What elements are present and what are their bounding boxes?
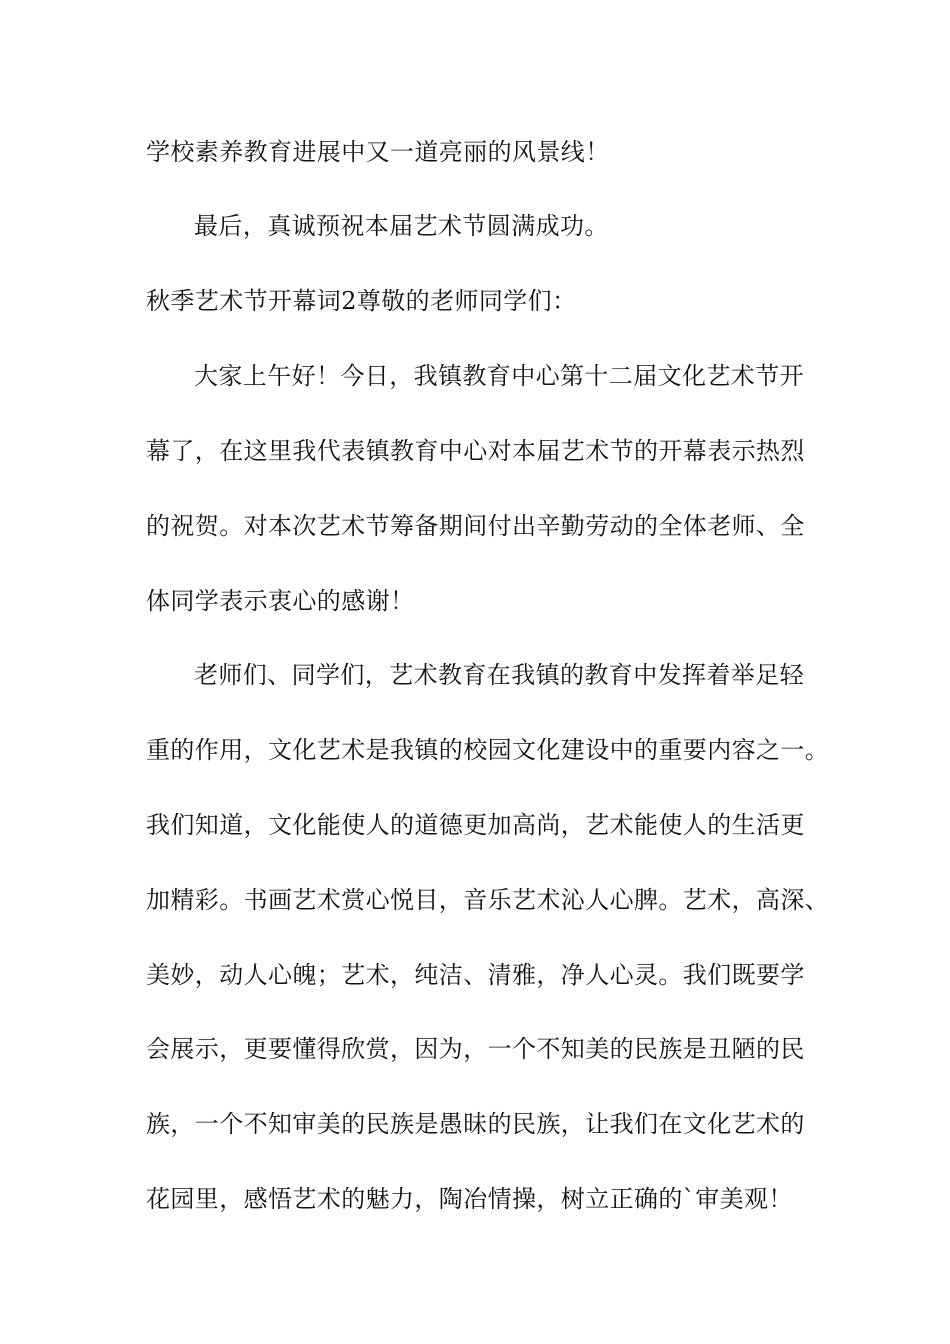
text-line: 会展示，更要懂得欣赏，因为，一个不知美的民族是丑陋的民 (146, 1035, 805, 1063)
section-heading: 秋季艺术节开幕词2尊敬的老师同学们： (146, 287, 577, 315)
text-line: 最后，真诚预祝本届艺术节圆满成功。 (194, 212, 609, 240)
text-line: 加精彩。书画艺术赏心悦目，音乐艺术沁人心脾。艺术，高深、 (146, 886, 830, 914)
text-line: 我们知道，文化能使人的道德更加高尚，艺术能使人的生活更 (146, 811, 805, 839)
text-line: 幕了，在这里我代表镇教育中心对本届艺术节的开幕表示热烈 (146, 437, 805, 465)
text-line: 学校素养教育进展中又一道亮丽的风景线！ (146, 138, 610, 166)
text-line: 的祝贺。对本次艺术节筹备期间付出辛勤劳动的全体老师、全 (146, 512, 805, 540)
text-line: 花园里，感悟艺术的魅力，陶冶情操，树立正确的`审美观！ (146, 1185, 793, 1213)
text-line: 大家上午好！今日，我镇教育中心第十二届文化艺术节开 (194, 362, 804, 390)
text-line: 族，一个不知审美的民族是愚昧的民族，让我们在文化艺术的 (146, 1110, 805, 1138)
text-line: 重的作用，文化艺术是我镇的校园文化建设中的重要内容之一。 (146, 736, 830, 764)
text-line: 体同学表示衷心的感谢！ (146, 587, 415, 615)
text-line: 美妙，动人心魄；艺术，纯洁、清雅，净人心灵。我们既要学 (146, 961, 805, 989)
text-line: 老师们、同学们，艺术教育在我镇的教育中发挥着举足轻 (194, 661, 804, 689)
